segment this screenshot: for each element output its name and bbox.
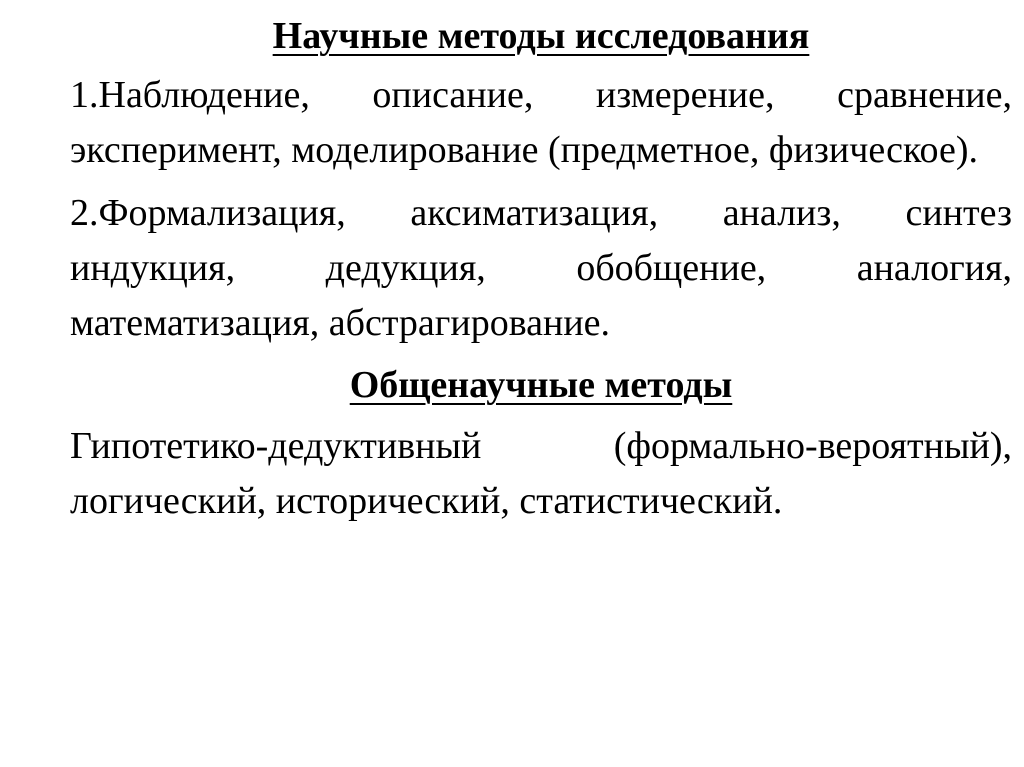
slide-subtitle: Общенаучные методы xyxy=(349,364,733,406)
slide xyxy=(70,10,1012,537)
paragraph-formalization-methods: 2.Формализация, аксиматизация, анализ, синтез индукция, дедукция, обобщение, аналогия, математизация, абстрагирование. xyxy=(70,192,1012,344)
paragraph-observation-methods: 1.Наблюдение, описание, измерение, сравнение, эксперимент, моделирование (предметное, физическое). xyxy=(70,74,1012,171)
paragraph-general-methods: Гипотетико-дедуктивный (формально-вероятный), логический, исторический, статистический. xyxy=(70,425,1012,522)
slide-title: Научные методы исследования xyxy=(272,15,810,57)
